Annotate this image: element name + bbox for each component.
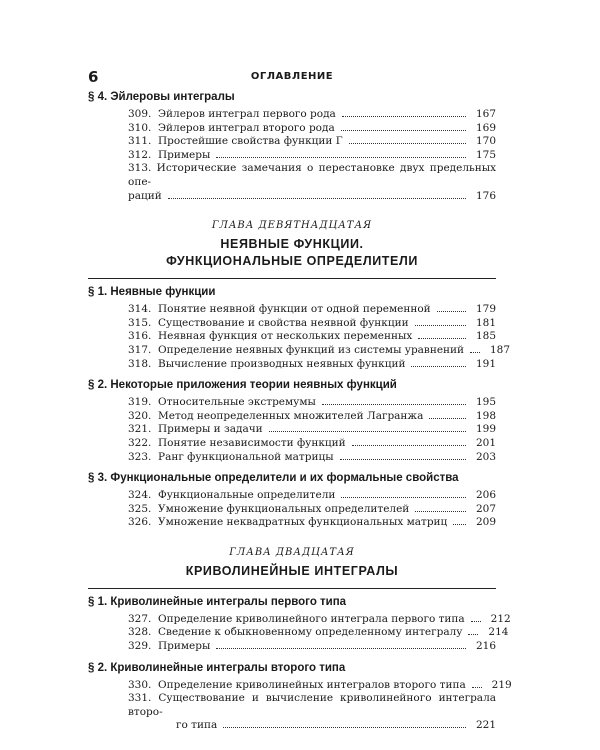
entry-title-line2: раций [128,189,162,202]
entry-title: Умножение функциональных определителей [158,502,410,515]
leader-dots [341,497,466,498]
entry-page: 179 [475,303,496,316]
entry-page: 187 [490,343,511,356]
entry-number: 325. [128,502,152,515]
section-heading: § 1. Неявные функции [88,286,216,299]
entry-title: Ранг функциональной матрицы [158,450,334,463]
entry-page: 206 [475,489,496,502]
entry-number: 330. [128,678,152,691]
toc-entry[interactable] [88,423,496,437]
leader-dots [322,404,466,405]
leader-dots [471,621,481,622]
entry-number: 318. [128,357,152,370]
entry-title: Понятие независимости функций [158,436,346,449]
toc-entry[interactable] [88,122,496,136]
toc-entry[interactable] [88,317,496,331]
chapter-heading [88,546,496,580]
entry-title: Неявная функция от нескольких переменных [158,330,413,343]
leader-dots [472,687,482,688]
entry-page: 221 [475,719,496,732]
entry-number: 326. [128,516,152,529]
toc-entry[interactable] [88,626,509,640]
entry-number: 309. [128,108,152,120]
entry-number: 320. [128,409,152,422]
divider [88,588,496,589]
entry-page: 175 [475,148,496,161]
entry-title: Определение неявных функций из системы уравнений [158,343,465,356]
toc-entry[interactable] [88,489,496,503]
toc-entry[interactable] [88,612,511,627]
leader-dots [340,459,466,460]
entry-title-line1: Существование и вычисление криволинейного интеграла второ- [128,692,496,718]
leader-dots [453,524,466,525]
toc-entry[interactable] [88,330,496,344]
entry-title: Примеры и задачи [158,423,263,436]
toc-entry[interactable] [88,358,496,372]
entry-page: 212 [490,612,511,625]
chapter-label: ГЛАВА ДВАДЦАТАЯ [229,546,355,558]
entry-title: Вычисление производных неявных функций [158,357,406,370]
entry-title: Примеры [158,640,211,653]
entry-number: 316. [128,330,152,343]
entry-title-line1: Исторические замечания о перестановке двух предельных опе- [128,162,496,188]
leader-dots [352,445,466,446]
entry-number: 317. [128,343,152,356]
entry-page: 198 [475,409,496,422]
entry-title: Определение криволинейных интегралов второго типа [158,678,466,691]
toc-entry-multiline[interactable] [88,162,496,203]
entry-number: 310. [128,121,152,134]
entry-page: 207 [475,502,496,515]
entry-title: Эйлеров интеграл первого рода [158,108,336,120]
leader-dots [223,727,466,728]
entry-page: 181 [475,316,496,329]
entry-title: Понятие неявной функции от одной переменной [158,303,431,316]
entry-title: Примеры [158,148,211,161]
toc-entry[interactable] [88,503,496,517]
entry-number: 328. [128,626,152,639]
section-heading: § 2. Криволинейные интегралы второго типа [88,661,346,674]
entry-number: 319. [128,396,152,409]
entry-page: 219 [491,678,512,691]
entry-title: Метод неопределенных множителей Лагранжа [158,409,424,422]
entry-page: 203 [475,450,496,463]
toc-entry[interactable] [88,451,496,465]
toc-page [88,68,512,733]
entry-title: Эйлеров интеграл второго рода [158,121,335,134]
section-heading: § 1. Криволинейные интегралы первого типа [88,595,347,608]
toc-entry[interactable] [88,678,512,693]
entry-number: 327. [128,612,152,625]
leader-dots [415,325,466,326]
entry-number: 315. [128,316,152,329]
entry-page: 191 [475,357,496,370]
entry-number: 324. [128,489,152,502]
entry-title: Сведение к обыкновенному определенному интегралу [158,626,463,639]
leader-dots [269,431,466,432]
leader-dots [470,352,480,353]
chapter-label: ГЛАВА ДЕВЯТНАДЦАТАЯ [211,220,373,232]
entry-number: 331. [128,692,152,705]
entry-page: 176 [475,189,496,202]
entry-title: Простейшие свойства функции Г [158,135,343,148]
leader-dots [415,511,466,512]
entry-title: Функциональные определители [158,489,336,502]
entry-page: 214 [488,626,509,639]
leader-dots [418,338,466,339]
page-header [88,68,496,90]
entry-page: 199 [475,423,496,436]
toc-entry-multiline[interactable] [88,692,496,733]
running-title: ОГЛАВЛЕНИЕ [250,71,334,82]
entry-number: 314. [128,303,152,316]
chapter-title: НЕЯВНЫЕ ФУНКЦИИ. ФУНКЦИОНАЛЬНЫЕ ОПРЕДЕЛИТЕЛИ [166,237,418,269]
section-heading: § 2. Некоторые приложения теории неявных функций [88,379,397,392]
entry-number: 321. [128,423,152,436]
entry-title-line2: го типа [176,719,218,732]
entry-title: Относительные экстремумы [158,396,316,409]
leader-dots [468,634,478,635]
entry-number: 329. [128,640,152,653]
toc-entry[interactable] [88,396,496,410]
entry-number: 311. [128,135,152,148]
toc-entry[interactable] [88,108,496,122]
page-number: 6 [88,68,99,86]
entry-number: 322. [128,436,152,449]
entry-number: 313. [128,162,152,175]
entry-page: 209 [475,516,496,529]
leader-dots [168,198,466,199]
chapter-title: КРИВОЛИНЕЙНЫЕ ИНТЕГРАЛЫ [185,563,399,578]
entry-page: 201 [475,436,496,449]
toc-entry[interactable] [88,640,496,654]
entry-page: 170 [475,135,496,148]
leader-dots [349,143,466,144]
section-heading: § 3. Функциональные определители и их формальные свойства [88,472,459,485]
toc-entry[interactable] [88,135,496,149]
divider [88,278,496,279]
entry-title: Определение криволинейного интеграла первого типа [158,612,465,625]
entry-number: 323. [128,450,152,463]
leader-dots [411,366,466,367]
leader-dots [437,311,466,312]
leader-dots [429,418,466,419]
entry-page: 167 [475,108,496,120]
toc-entry[interactable] [88,343,511,358]
entry-page: 216 [475,640,496,653]
entry-title: Умножение неквадратных функциональных матриц [158,516,448,529]
chapter-heading [88,219,496,270]
entry-number: 312. [128,148,152,161]
entry-page: 185 [475,330,496,343]
toc-entry[interactable] [88,303,496,317]
toc-entry[interactable] [88,410,496,424]
leader-dots [342,116,466,117]
entry-page: 169 [475,121,496,134]
toc-entry[interactable] [88,516,496,530]
leader-dots [216,648,466,649]
leader-dots [341,130,466,131]
toc-entry[interactable] [88,149,496,163]
toc-entry[interactable] [88,437,496,451]
section-heading: § 4. Эйлеровы интегралы [88,91,235,103]
leader-dots [216,157,466,158]
entry-page: 195 [475,396,496,409]
entry-title: Существование и свойства неявной функции [158,316,409,329]
